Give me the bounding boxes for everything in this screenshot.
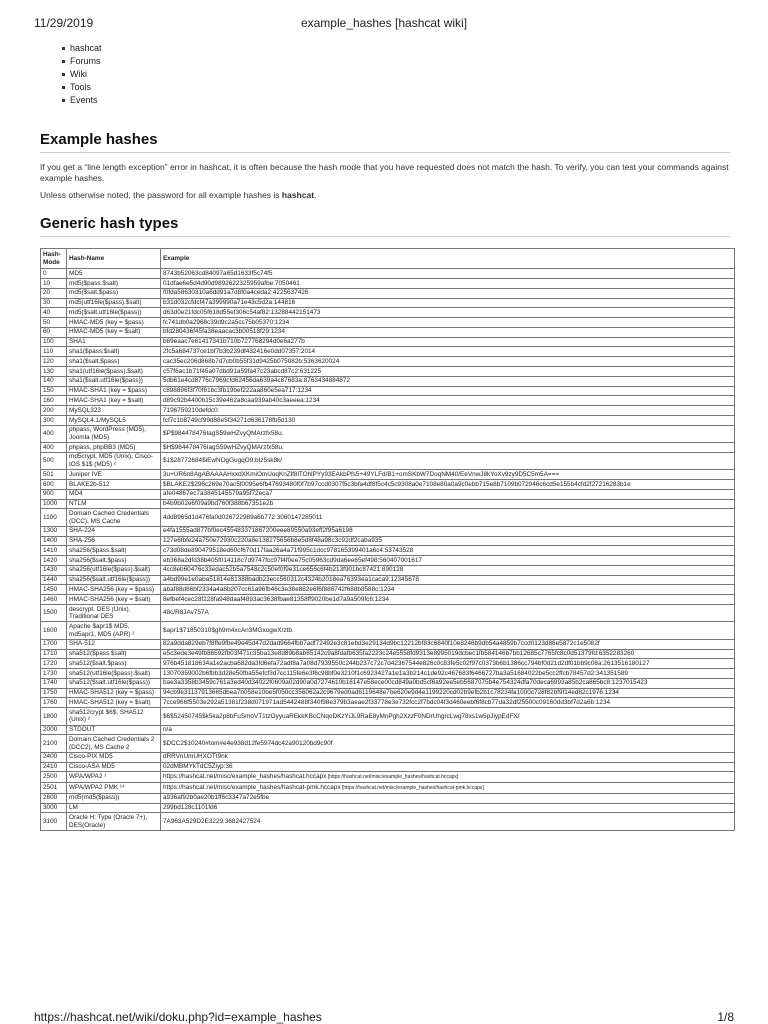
- page-url: https://hashcat.net/wiki/doku.php?id=example_hashes: [34, 1010, 322, 1024]
- example-cell: 127e6fbfe24a750e72930c220a8e138275656b8e5d8f48a98c3c92df2caba935: [161, 536, 735, 546]
- table-row: [41, 367, 735, 377]
- example-cell: c898896f3f70f61bc3fb19bef222aa860e5ea717:1234: [161, 386, 735, 396]
- hash-name-cell: Cisco-ASA MD5: [67, 762, 161, 772]
- hash-name-cell: md5(md5($pass)): [67, 793, 161, 803]
- hash-mode-cell: 1760: [41, 698, 67, 708]
- table-row: [41, 288, 735, 298]
- table-row: [41, 639, 735, 649]
- example-cell: abaf88d66bf2334a4a8b207cc61a96fb46c3e38e882e6f6f886742f688b8588c:1234: [161, 585, 735, 595]
- table-row: [41, 669, 735, 679]
- default-password: hashcat: [281, 190, 315, 200]
- nav-link-events[interactable]: Events: [62, 94, 102, 107]
- table-row: [41, 499, 735, 509]
- hash-mode-cell: 10: [41, 278, 67, 288]
- hash-name-cell: SHA-256: [67, 536, 161, 546]
- hash-mode-cell: 40: [41, 308, 67, 318]
- example-cell: 976b451818634a1e2acba682da3fd6efa72adf8a7a08d7939550c244b237c72c7d42367544e826c0c83fe5c02f97c0373b6b1386cc794bf0d21d2df01bb9c08a:2613516180127: [161, 659, 735, 669]
- example-cell: e5c3ede3e49fb86592fb03f471c35ba13e8d89b8ab65142c9a8fdafb635fa2223c24e5558fd9313e8995019dcbec1fb584146b7bb12685c7765fc8c0d51379fd:6352283260: [161, 649, 735, 659]
- hash-name-cell: sha1($pass.$salt): [67, 347, 161, 357]
- link-url-annotation: [https://hashcat.net/misc/example_hashes/hashcat-pmk.hccapx]: [340, 784, 484, 791]
- nav-link-wiki[interactable]: Wiki: [62, 68, 102, 81]
- hash-mode-cell: 400: [41, 443, 67, 453]
- heading-divider: [40, 152, 730, 153]
- example-cell: 48c/R8JAv757A: [161, 604, 735, 621]
- example-cell: d63d0e21fdc05f618d55ef306c54af82:13288442151473: [161, 308, 735, 318]
- table-row: [41, 406, 735, 416]
- nav-link-tools[interactable]: Tools: [62, 81, 102, 94]
- hash-mode-cell: 3000: [41, 803, 67, 813]
- table-row: [41, 649, 735, 659]
- hash-name-cell: SHA-512: [67, 639, 161, 649]
- hash-name-cell: sha1($salt.utf16le($pass)): [67, 376, 161, 386]
- hash-mode-cell: 1740: [41, 678, 67, 688]
- example-cell: 94cb9e31137913665dbea7b058e10be5f050cc356062a2c9679ed0ad6119648e7be620e9d4e1199220cd02b9efb2b1c78234fa1000c728f82bf9f14ed82c1976:1234: [161, 688, 735, 698]
- hash-name-cell: HMAC-MD5 (key = $pass): [67, 318, 161, 328]
- hash-mode-cell: 1400: [41, 536, 67, 546]
- section-heading-generic: Generic hash types: [40, 215, 179, 232]
- example-cell: 7cce966f5503e292a51381f238d071971ad5442488f340f98e379b3aeae2f33778e3e732fcc2f7bdc04f3d460eebf6f8cb77da32df25500c09160dd3bf7d2a6b:1234: [161, 698, 735, 708]
- hash-mode-cell: 2600: [41, 793, 67, 803]
- example-cell: f0fda58630310a6dd91a7d8f0a4ceda2:4225637426: [161, 288, 735, 298]
- example-cell: 4dd8965d1d476fa0d026722989a6b772:3060147285011: [161, 509, 735, 526]
- example-cell: 7196759210defdc0: [161, 406, 735, 416]
- hash-name-cell: Juniper IVE: [67, 470, 161, 480]
- hash-name-cell: md5($pass.$salt): [67, 278, 161, 288]
- hash-name-cell: MD5: [67, 269, 161, 279]
- example-cell: $H$984478476IagS59wHZvyQMArzfx58u.: [161, 443, 735, 453]
- hash-mode-cell: 500: [41, 452, 67, 469]
- example-cell: a4bd99e1e0aba51814e81388badb23ecc560312c4324b2018ea76393ea1caca9:12345678: [161, 575, 735, 585]
- table-row: [41, 803, 735, 813]
- example-cell: fcf7c1b8749cf99d88e5f34271d636178fb5d130: [161, 415, 735, 425]
- hash-name-cell: md5(utf16le($pass).$salt): [67, 298, 161, 308]
- table-row: [41, 556, 735, 566]
- hash-name-cell: phpass, phpBB3 (MD5): [67, 443, 161, 453]
- example-cell: $apr1$71850310$gh9m4xcAn3MGxogwX/ztb.: [161, 622, 735, 639]
- hash-mode-cell: 2100: [41, 735, 67, 752]
- hash-mode-cell: 140: [41, 376, 67, 386]
- hash-name-cell: SHA-224: [67, 526, 161, 536]
- table-row: [41, 337, 735, 347]
- link-url-annotation: [https://hashcat.net/misc/example_hashes/hashcat.hccapx]: [326, 773, 459, 780]
- example-cell: bfd280436f45fa38eaacac3b00518f29:1234: [161, 327, 735, 337]
- hash-name-cell: HMAC-SHA1 (key = $salt): [67, 396, 161, 406]
- example-cell: 7A963A529D2E3229:3682427524: [161, 813, 735, 830]
- hash-mode-cell: 30: [41, 298, 67, 308]
- hash-name-cell: MySQL323: [67, 406, 161, 416]
- table-row: [41, 813, 735, 830]
- hash-mode-cell: 1750: [41, 688, 67, 698]
- example-cell: dRRVnUmUHXOTt9nk: [161, 752, 735, 762]
- hash-name-cell: descrypt, DES (Unix), Traditional DES: [67, 604, 161, 621]
- example-cell: 02dMBMYkTdC5Ziyp:36: [161, 762, 735, 772]
- table-row: [41, 793, 735, 803]
- hash-mode-cell: 1700: [41, 639, 67, 649]
- hash-name-cell: sha512crypt $6$, SHA512 (Unix) ²: [67, 708, 161, 725]
- table-row: [41, 470, 735, 480]
- hash-examples-table: [40, 248, 735, 831]
- table-row: [41, 688, 735, 698]
- example-cell: n/a: [161, 725, 735, 735]
- hash-name-cell: Oracle H: Type (Oracle 7+), DES(Oracle): [67, 813, 161, 830]
- table-row: [41, 298, 735, 308]
- hash-mode-cell: 130: [41, 367, 67, 377]
- hash-mode-cell: 3100: [41, 813, 67, 830]
- hash-name-cell: md5($salt.$pass): [67, 288, 161, 298]
- example-cell: 8efbef4cec28f228fa948daaf4893ac3638fbae81358ff9020be1d7a9a509fc6:1234: [161, 595, 735, 605]
- password-note: Unless otherwise noted, the password for all example hashes is hashcat.: [40, 190, 317, 200]
- hash-name-cell: WPA/WPA2 PMK ¹⁴: [67, 783, 161, 794]
- example-cell: 299bd128c1101fd6: [161, 803, 735, 813]
- hash-mode-cell: 60: [41, 327, 67, 337]
- hash-mode-cell: 600: [41, 480, 67, 490]
- hash-mode-cell: 900: [41, 489, 67, 499]
- print-title: example_hashes [hashcat wiki]: [300, 16, 468, 30]
- hash-name-cell: md5crypt, MD5 (Unix), Cisco-IOS $1$ (MD5) ²: [67, 452, 161, 469]
- example-cell: b89eaac7e61417341b710b727768294d0e6a277b: [161, 337, 735, 347]
- hash-name-cell: md5($salt.utf16le($pass)): [67, 308, 161, 318]
- hash-mode-cell: 1730: [41, 669, 67, 679]
- hash-name-cell: MySQL4.1/MySQL5: [67, 415, 161, 425]
- example-cell: d89c92b4400b15c39e462a8caa939ab40c3aeeea:1234: [161, 396, 735, 406]
- hash-name-cell: sha512(utf16le($pass).$salt): [67, 669, 161, 679]
- table-row: [41, 735, 735, 752]
- hash-mode-cell: 2400: [41, 752, 67, 762]
- print-date: 11/29/2019: [34, 16, 94, 30]
- hash-mode-cell: 300: [41, 415, 67, 425]
- table-row: [41, 762, 735, 772]
- column-header: Example: [161, 249, 735, 269]
- hash-name-cell: sha512($salt.$pass): [67, 659, 161, 669]
- hash-mode-cell: 0: [41, 269, 67, 279]
- table-row: [41, 357, 735, 367]
- example-cell: 13070359002b6fbb3d28e50fba55efcf3d7cc115fe6e3f6c98bf0e3210f1c6923427a1e1a3b214c1de92c467683f6466727ba3a51684022be5cc2ffcb78457d2:341351589: [161, 669, 735, 679]
- table-row: [41, 308, 735, 318]
- table-row: [41, 386, 735, 396]
- hash-mode-cell: 1460: [41, 595, 67, 605]
- hash-name-cell: sha512($pass.$salt): [67, 649, 161, 659]
- hash-mode-cell: 1440: [41, 575, 67, 585]
- example-cell: fc741db0a2968c39d9c2a5cc75b05370:1234: [161, 318, 735, 328]
- example-cell[interactable]: https://hashcat.net/misc/example_hashes/hashcat.hccapx [https://hashcat.net/misc/example_hashes/hashcat.hccapx]: [161, 772, 735, 783]
- table-row: [41, 536, 735, 546]
- example-cell: 82a9dda829eb7f8ffe9fbe49e45d47d2dad9664fbb7adf72492e3c81ebd3e29134d9bc12212bf83c6840f10e8246b9db54a4859b7ccd0123d86e5872c1e5082f: [161, 639, 735, 649]
- example-cell: 01dfae6e5d4d90d9892622325959afbe:7050461: [161, 278, 735, 288]
- example-cell: $P$984478476IagS59wHZvyQMArzfx58u.: [161, 425, 735, 442]
- table-row: [41, 546, 735, 556]
- hash-name-cell: Domain Cached Credentials 2 (DCC2), MS Cache 2: [67, 735, 161, 752]
- hash-mode-cell: 110: [41, 347, 67, 357]
- site-nav: [62, 42, 102, 107]
- hash-mode-cell: 120: [41, 357, 67, 367]
- hash-name-cell: HMAC-MD5 (key = $salt): [67, 327, 161, 337]
- table-row: [41, 452, 735, 469]
- table-row: [41, 678, 735, 688]
- nav-link-forums[interactable]: Forums: [62, 55, 102, 68]
- table-row: [41, 278, 735, 288]
- table-row: [41, 415, 735, 425]
- example-cell: a936af92b0ae20b1ff6c3347a72e5fbe: [161, 793, 735, 803]
- table-row: [41, 480, 735, 490]
- hash-mode-cell: 1420: [41, 556, 67, 566]
- hash-name-cell: sha1($salt.$pass): [67, 357, 161, 367]
- table-row: [41, 595, 735, 605]
- table-row: [41, 783, 735, 794]
- hash-name-cell: NTLM: [67, 499, 161, 509]
- hash-mode-cell: 20: [41, 288, 67, 298]
- table-row: [41, 575, 735, 585]
- hash-mode-cell: 1300: [41, 526, 67, 536]
- table-row: [41, 443, 735, 453]
- hash-name-cell: sha256(utf16le($pass).$salt): [67, 565, 161, 575]
- hash-mode-cell: 2501: [41, 783, 67, 794]
- hash-mode-cell: 100: [41, 337, 67, 347]
- hash-name-cell: MD4: [67, 489, 161, 499]
- example-cell: 5db61e4cd8776c7969cfd62456da639a4c87683a:8763434884872: [161, 376, 735, 386]
- hash-name-cell: HMAC-SHA512 (key = $salt): [67, 698, 161, 708]
- hash-name-cell: BLAKE2b-512: [67, 480, 161, 490]
- table-row: [41, 659, 735, 669]
- hash-name-cell: STDOUT: [67, 725, 161, 735]
- example-cell: c57f6ac1b71f45a07dbd91a59fa47c23abcd87c2:631225: [161, 367, 735, 377]
- example-cell: 2fc5a684737ce1bf7b3b239df432416e0dd07357:2014: [161, 347, 735, 357]
- table-row: [41, 327, 735, 337]
- hash-mode-cell: 1500: [41, 604, 67, 621]
- hash-mode-cell: 160: [41, 396, 67, 406]
- hash-name-cell: WPA/WPA2 ¹: [67, 772, 161, 783]
- hash-name-cell: sha256($salt.utf16le($pass)): [67, 575, 161, 585]
- hash-mode-cell: 1000: [41, 499, 67, 509]
- hash-mode-cell: 1800: [41, 708, 67, 725]
- table-row: [41, 318, 735, 328]
- hash-mode-cell: 150: [41, 386, 67, 396]
- hash-mode-cell: 1430: [41, 565, 67, 575]
- table-row: [41, 752, 735, 762]
- example-cell: $1$28772684$iEwNOgGugqO9.bIz5sk8k/: [161, 452, 735, 469]
- table-row: [41, 425, 735, 442]
- hash-name-cell: LM: [67, 803, 161, 813]
- column-header: Hash-Mode: [41, 249, 67, 269]
- example-cell: bae3a3358b3459c761a3ed40d34022f0609a02d90a0d7274610b16147e58ece00cd849a0bd5cf6a92ee5eb5687075b4e754324dfa70deca6993a85b2ca865bc8:1237015423: [161, 678, 735, 688]
- page-number: 1/8: [717, 1010, 734, 1024]
- example-cell: b4b9b02e6f09a9bd760f388b67351e2b: [161, 499, 735, 509]
- example-cell: afe04867ec7a3845145579a95f72eca7: [161, 489, 735, 499]
- example-cell: cac35ec206d868b7d7cb0b55f31d9425b075082b:5363620024: [161, 357, 735, 367]
- hash-mode-cell: 1600: [41, 622, 67, 639]
- hash-mode-cell: 200: [41, 406, 67, 416]
- example-cell: 3u+UR6n8AgABAAAAHxxdXKmiOmUoqKnZlf8lTOhlPYy93EAkbPfs5+49YLFd/B1+omSKbW7DoqNM40/EeVnwJ8kYoXv9zy9D5C5m5A===: [161, 470, 735, 480]
- hash-mode-cell: 1720: [41, 659, 67, 669]
- table-row: [41, 708, 735, 725]
- table-row: [41, 585, 735, 595]
- nav-link-hashcat[interactable]: hashcat: [62, 42, 102, 55]
- example-cell: b31d032cfdcf47a399990a71e43c5d2a:144816: [161, 298, 735, 308]
- table-row: [41, 622, 735, 639]
- hash-name-cell: HMAC-SHA512 (key = $pass): [67, 688, 161, 698]
- hash-name-cell: HMAC-SHA256 (key = $salt): [67, 595, 161, 605]
- table-row: [41, 565, 735, 575]
- hash-mode-cell: 2500: [41, 772, 67, 783]
- hash-name-cell: phpass, WordPress (MD5), Joomla (MD5): [67, 425, 161, 442]
- table-row: [41, 772, 735, 783]
- table-row: [41, 489, 735, 499]
- table-row: [41, 376, 735, 386]
- hash-mode-cell: 1100: [41, 509, 67, 526]
- hash-mode-cell: 400: [41, 425, 67, 442]
- hash-mode-cell: 1710: [41, 649, 67, 659]
- example-cell: $BLAKE2$296c269e70ac5f0095e6fb47693480f0f7b97ccd0307f5c3bfa4df8f5c4c5c9308a0e7108e80a0a9c0ebb715e8b7109b072046c6cd5e155b4cfd2f27216283b1e: [161, 480, 735, 490]
- example-cell[interactable]: https://hashcat.net/misc/example_hashes/hashcat-pmk.hccapx [https://hashcat.net/misc/example_hashes/hashcat-pmk.hccapx]: [161, 783, 735, 794]
- table-row: [41, 604, 735, 621]
- hash-name-cell: Apache $apr1$ MD5, md5apr1, MD5 (APR) ²: [67, 622, 161, 639]
- hash-name-cell: sha512($salt.utf16le($pass)): [67, 678, 161, 688]
- table-row: [41, 509, 735, 526]
- hash-name-cell: Cisco-PIX MD5: [67, 752, 161, 762]
- table-row: [41, 526, 735, 536]
- example-cell: $6$52450745$k5ka2p8bFuSmoVT1tzOyyuaREkkKBcCNqoDKzYiJL9RaE8yMnPgh2XzzF0NDrUhgrcLwg78xs1w5pJiypEdFX/: [161, 708, 735, 725]
- table-row: [41, 396, 735, 406]
- hash-mode-cell: 50: [41, 318, 67, 328]
- column-header: Hash-Name: [67, 249, 161, 269]
- hash-name-cell: sha256($salt.$pass): [67, 556, 161, 566]
- table-row: [41, 698, 735, 708]
- hash-mode-cell: 2410: [41, 762, 67, 772]
- hash-name-cell: HMAC-SHA256 (key = $pass): [67, 585, 161, 595]
- hash-name-cell: sha256($pass.$salt): [67, 546, 161, 556]
- hash-name-cell: HMAC-SHA1 (key = $pass): [67, 386, 161, 396]
- table-row: [41, 725, 735, 735]
- example-cell: e4fa1555ad877bf0ec455483371867200eee89550a93eff2f95a6198: [161, 526, 735, 536]
- example-cell: 8743b52063cd84097a65d1633f5c74f5: [161, 269, 735, 279]
- example-cell: eb368a2dfd38b405f014118c7d9747fcc97f4f0ee75c05963cd9da6ee65ef498:560407001617: [161, 556, 735, 566]
- hash-mode-cell: 501: [41, 470, 67, 480]
- print-header: [0, 0, 768, 40]
- hash-name-cell: Domain Cached Credentials (DCC), MS Cache: [67, 509, 161, 526]
- example-cell: 4cc8eb60476c33edac52b5a7548c2c50ef0f9e31ce656c6f4b213f901bc87421:890128: [161, 565, 735, 575]
- hash-mode-cell: 2000: [41, 725, 67, 735]
- section-divider: [40, 236, 730, 237]
- example-cell: $DCC2$10240#tom#e4e938d12fe5974dc42a90120bd9c90f: [161, 735, 735, 752]
- example-cell: c73d08de890479518ed60cf670d17faa26a4a71f995c1dcc978165399401a6c4:53743528: [161, 546, 735, 556]
- table-row: [41, 269, 735, 279]
- hash-name-cell: sha1(utf16le($pass).$salt): [67, 367, 161, 377]
- hash-mode-cell: 1410: [41, 546, 67, 556]
- hash-mode-cell: 1450: [41, 585, 67, 595]
- hash-name-cell: SHA1: [67, 337, 161, 347]
- page-title: Example hashes: [40, 131, 158, 148]
- table-row: [41, 347, 735, 357]
- intro-paragraph: If you get a “line length exception” error in hashcat, it is often because the hash mode that you have requested does not match the hash. To verify, you can test your commands against example hashes.: [40, 162, 729, 183]
